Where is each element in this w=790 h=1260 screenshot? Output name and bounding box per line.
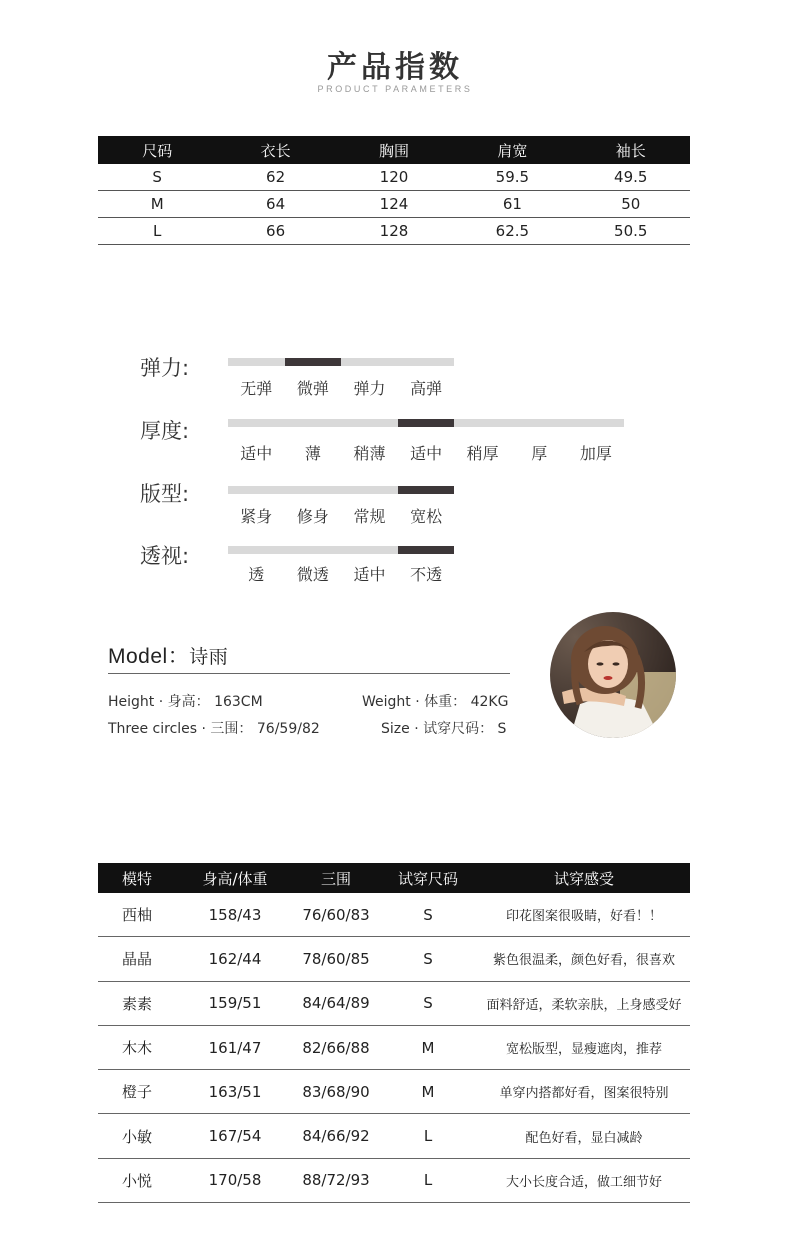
review-cell: 面料舒适，柔软亲肤，上身感受好 — [486, 997, 682, 1013]
review-cell: 木木 — [121, 1039, 152, 1058]
page-title: 产品指数 — [327, 50, 463, 85]
review-cell: 宽松版型，显瘦遮肉，推荐 — [505, 1042, 662, 1058]
review-cell: 小悦 — [121, 1171, 152, 1190]
size-header-cell: 尺码 — [142, 141, 173, 160]
review-cell: 小敏 — [121, 1127, 152, 1146]
attribute-bar — [228, 358, 454, 366]
review-cell: 紫色很温柔，颜色好看，很喜欢 — [492, 953, 675, 969]
review-table-header — [98, 863, 690, 893]
model-portrait-image — [550, 612, 676, 738]
size-cell: M — [150, 195, 164, 213]
review-table — [98, 863, 690, 1203]
attribute-bar-segment — [341, 546, 398, 554]
attribute-bar — [228, 419, 624, 427]
attribute-bar — [228, 546, 454, 554]
attribute-options — [228, 376, 454, 399]
table-row — [98, 893, 690, 937]
page-subtitle: PRODUCT PARAMETERS — [317, 84, 473, 94]
attribute-bar-segment — [454, 419, 511, 427]
attribute-bar-segment — [511, 419, 568, 427]
attribute-option: 修身 — [296, 507, 329, 526]
review-cell: 橙子 — [121, 1083, 152, 1102]
attribute-bar-segment — [285, 546, 342, 554]
divider — [108, 673, 510, 674]
table-row — [98, 1070, 690, 1114]
size-header-cell: 袖长 — [615, 141, 646, 160]
size-header-cell: 胸围 — [378, 141, 409, 160]
model-weight: Weight · 体重： 42KG — [362, 694, 509, 710]
review-header-cell: 三围 — [320, 869, 351, 888]
size-header-cell: 衣长 — [260, 141, 291, 160]
table-row — [98, 164, 690, 191]
attribute-option: 无弹 — [240, 379, 273, 398]
attribute-bar-segment — [341, 419, 398, 427]
attribute-label: 厚度: — [140, 419, 190, 443]
attribute-option: 常规 — [353, 507, 386, 526]
review-header-cell: 试穿感受 — [553, 869, 614, 888]
size-cell: 50 — [621, 195, 641, 213]
model-name — [108, 640, 228, 670]
attribute-bar-segment-active — [398, 419, 455, 427]
attribute-options — [228, 441, 624, 464]
attribute-option: 微弹 — [296, 379, 329, 398]
attribute-bar — [228, 486, 454, 494]
size-header-cell: 肩宽 — [497, 141, 528, 160]
review-cell: 167/54 — [208, 1127, 262, 1146]
review-cell: L — [423, 1171, 433, 1190]
attribute-options — [228, 562, 454, 585]
attribute-option: 微透 — [296, 565, 329, 584]
size-cell: 124 — [379, 195, 409, 213]
attribute-bar-segment-active — [285, 358, 342, 366]
attribute-label: 弹力: — [140, 356, 190, 380]
attribute-option: 稍厚 — [466, 444, 499, 463]
size-cell: 59.5 — [495, 168, 530, 186]
review-cell: 163/51 — [208, 1082, 262, 1101]
model-name-prefix: Model： — [108, 645, 190, 668]
review-cell: S — [423, 994, 433, 1013]
review-cell: 158/43 — [208, 905, 262, 924]
attribute-bar-segment — [228, 486, 285, 494]
attribute-option: 薄 — [304, 444, 321, 463]
attribute-bar-segment — [285, 419, 342, 427]
review-cell: 印花图案很吸睛，好看！！ — [505, 909, 662, 925]
size-cell: 62 — [266, 168, 286, 186]
review-cell: 88/72/93 — [302, 1171, 370, 1190]
attribute-option: 适中 — [240, 444, 273, 463]
size-cell: 64 — [266, 195, 286, 213]
review-cell: 161/47 — [208, 1038, 262, 1057]
review-cell: 素素 — [121, 994, 152, 1013]
size-cell: 61 — [502, 195, 522, 213]
size-cell: 66 — [266, 222, 286, 240]
size-table-header — [98, 136, 690, 164]
review-cell: S — [423, 949, 433, 968]
attribute-option: 不透 — [410, 565, 443, 584]
review-cell: S — [423, 905, 433, 924]
review-cell: 83/68/90 — [302, 1082, 370, 1101]
attribute-option: 弹力 — [353, 379, 386, 398]
review-cell: 170/58 — [208, 1171, 262, 1190]
attribute-option: 稍薄 — [353, 444, 386, 463]
attribute-label: 版型: — [140, 482, 190, 506]
attribute-bar-segment — [285, 486, 342, 494]
review-cell: 82/66/88 — [302, 1038, 370, 1057]
review-cell: 162/44 — [208, 949, 262, 968]
review-cell: 单穿内搭都好看，图案很特别 — [499, 1086, 669, 1102]
table-row — [98, 1026, 690, 1070]
attribute-option: 高弹 — [410, 379, 443, 398]
attribute-bar-segment — [341, 358, 398, 366]
attribute-option: 适中 — [353, 565, 386, 584]
review-cell: 配色好看，显白减龄 — [525, 1130, 643, 1146]
review-header-cell: 模特 — [121, 869, 152, 888]
review-cell: 西柚 — [121, 906, 152, 925]
attribute-bar-segment — [398, 358, 455, 366]
attribute-bar-segment — [228, 546, 285, 554]
size-cell: 62.5 — [495, 222, 530, 240]
size-cell: L — [153, 222, 162, 240]
review-cell: 159/51 — [208, 994, 262, 1013]
table-row — [98, 1159, 690, 1203]
review-cell: 76/60/83 — [302, 905, 370, 924]
review-cell: M — [421, 1038, 435, 1057]
attribute-options — [228, 504, 454, 527]
attribute-option: 加厚 — [579, 444, 612, 463]
model-measurements: Three circles · 三围： 76/59/82 — [108, 721, 320, 737]
attribute-option: 紧身 — [240, 507, 273, 526]
table-row — [98, 937, 690, 981]
attribute-bar-segment — [341, 486, 398, 494]
model-name-value: 诗雨 — [189, 646, 229, 668]
review-cell: M — [421, 1082, 435, 1101]
review-cell: L — [423, 1127, 433, 1146]
attribute-bar-segment — [228, 419, 285, 427]
model-height: Height · 身高： 163CM — [108, 694, 263, 710]
size-cell: 120 — [379, 168, 409, 186]
review-cell: 84/66/92 — [302, 1127, 370, 1146]
attribute-bar-segment — [228, 358, 285, 366]
review-cell: 78/60/85 — [302, 949, 370, 968]
attribute-bar-segment-active — [398, 546, 455, 554]
attribute-label: 透视: — [140, 544, 190, 568]
table-row — [98, 218, 690, 245]
attribute-option: 厚 — [531, 444, 548, 463]
review-header-cell: 身高/体重 — [202, 869, 268, 888]
attribute-option: 透 — [248, 565, 265, 584]
attribute-option: 宽松 — [410, 507, 443, 526]
model-avatar — [550, 612, 676, 738]
size-cell: 50.5 — [614, 222, 648, 240]
attribute-bar-segment — [568, 419, 625, 427]
table-row — [98, 191, 690, 218]
table-row — [98, 982, 690, 1026]
attribute-bar-segment-active — [398, 486, 455, 494]
review-header-cell: 试穿尺码 — [397, 869, 458, 888]
review-cell: 大小长度合适，做工细节好 — [505, 1174, 662, 1190]
table-row — [98, 1114, 690, 1158]
attribute-option: 适中 — [410, 444, 443, 463]
review-cell: 晶晶 — [121, 950, 152, 969]
model-size: Size · 试穿尺码： S — [381, 721, 507, 737]
size-cell: 49.5 — [614, 168, 648, 186]
size-table — [98, 136, 690, 245]
review-cell: 84/64/89 — [302, 994, 370, 1013]
size-cell: 128 — [379, 222, 409, 240]
size-cell: S — [152, 168, 162, 186]
